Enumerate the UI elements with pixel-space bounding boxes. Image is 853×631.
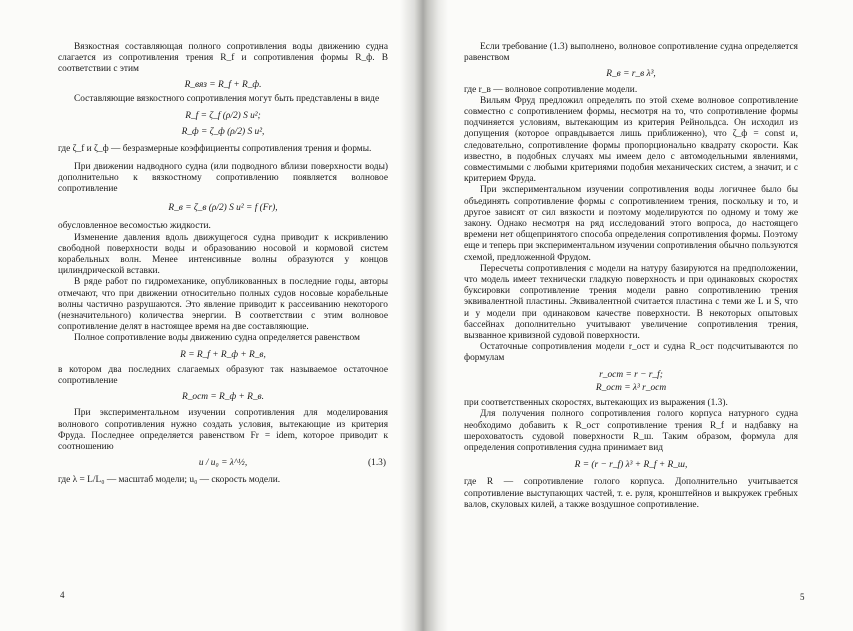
formula-numbered — [58, 458, 388, 469]
paragraph: Остаточные сопротивления модели r_ост и судна R_ост подсчитываются по формулам — [464, 342, 798, 364]
paragraph: Вильям Фруд предложил определять по этой схеме волновое сопротивление совместно с сопротивлением формы, несмотря на то, что сопротивление формы подчиняется условиям, вытекающим из критерия Рейнольдса. Он исходил из допущения (которое оправдывается лишь приближенно), что ζ_ф = const и, следовательно, сопротивление формы пропорционально квадрату скорости. Как известно, в подобных случаях мы имеем дело с автомодельными явлениями, совместимыми с любыми критериями подобия механических систем, а значит, и с критерием Фруда. — [464, 95, 798, 185]
formula: R_в = r_в λ³, — [606, 69, 656, 80]
formula: u / u₀ = λ^½, — [198, 458, 248, 469]
paragraph: обусловленное весомостью жидкости. — [58, 221, 211, 232]
formula: R_f = ζ_f (ρ/2) S u²; — [185, 111, 261, 122]
paragraph: Для получения полного сопротивления голого корпуса натурного судна необходимо добавить к R_ост сопротивление трения R_f и надбавку на шероховатость судовой поверхности R_ш. Таким образом, формула для определения сопротивления судна принимает вид — [464, 409, 798, 453]
paragraph: При экспериментальном изучении сопротивления воды логичнее было бы объединять сопротивление формы с сопротивлением трения, поскольку и то, и другое зависят от сил вязкости и поэтому моделируются по одному и тому же закону. Однако несмотря на ряд исследований этого вопроса, до настоящего времени нет общепринятого способа определения сопротивления формы. Поэтому еще и теперь при экспериментальном изучении сопротивления обычно пользуются схемой, предложенной Фрудом. — [464, 185, 798, 263]
paragraph: в котором два последних слагаемых образуют так называемое остаточное сопротивление — [58, 364, 388, 387]
paragraph: при соответственных скоростях, вытекающих из выражения (1.3). — [464, 398, 728, 409]
paragraph: Составляющие вязкостного сопротивления могут быть представлены в виде — [74, 93, 380, 104]
paragraph: Если требование (1.3) выполнено, волновое сопротивление судна определяется равенством — [464, 42, 798, 64]
paragraph: В ряде работ по гидромеханике, опубликованных в последние годы, авторы отмечают, что при движении относительно полных судов носовые корабельные волны частично разрушаются. Это явление приводит к рассеиванию некоторого (незначительного) количества энергии. В соответствии с этим волновое сопротивление делят в настоящее время на две составляющие. — [58, 277, 388, 333]
left-column — [58, 42, 388, 486]
formula: R_ф = ζ_ф (ρ/2) S u², — [181, 127, 265, 138]
formula: R = R_f + R_ф + R_в, — [180, 349, 266, 360]
page-number: 5 — [800, 592, 805, 602]
paragraph: где R — сопротивление голого корпуса. Дополнительно учитывается сопротивление выступающих частей, т. е. руля, кронштейнов и выкружек гребных валов, скуловых килей, а также воздушное сопротивление. — [464, 477, 798, 510]
paragraph: Пересчеты сопротивления с модели на натуру базируются на предположении, что модель имеет технически гладкую поверхность и при одинаковых скоростях буксировки сопротивление трения модели равно сопротивлению трения эквивалентной пластины. Эквивалентной считается пластина с теми же L и S, что и у модели при одинаковом качестве поверхности. В некоторых опытовых бассейнах дополнительно учитывают увеличение сопротивления трения, вызванное кривизной судовой поверхности. — [464, 263, 798, 342]
paragraph: При движении надводного судна (или подводного вблизи поверхности воды) дополнительно к вязкостному сопротивлению появляется волновое сопротивление — [58, 161, 388, 195]
formula: r_ост = r − r_f; — [599, 369, 663, 380]
paragraph: Вязкостная составляющая полного сопротивления воды движению судна слагается из сопротивления трения R_f и сопротивления формы R_ф. В соответствии с этим — [58, 42, 388, 75]
paragraph: где r_в — волновое сопротивление модели. — [464, 84, 638, 95]
formula: R_вяз = R_f + R_ф. — [184, 79, 262, 90]
equation-number: (1.3) — [368, 458, 386, 469]
formula: R_ост = R_ф + R_в. — [182, 392, 264, 403]
page-number: 4 — [60, 590, 65, 600]
book-spine-shadow — [400, 0, 448, 631]
paragraph: где λ = L/L₀ — масштаб модели; u₀ — скорость модели. — [58, 474, 281, 485]
paragraph: Полное сопротивление воды движению судна определяется равенством — [74, 333, 360, 344]
formula: R_ост = λ³ r_ост — [595, 382, 667, 393]
formula: R = (r − r_f) λ³ + R_f + R_ш, — [574, 460, 688, 471]
right-column — [464, 42, 798, 511]
formula: R_в = ζ_в (ρ/2) S u² = f (Fr), — [168, 203, 278, 214]
paragraph: Изменение давления вдоль движущегося судна приводит к искривлению свободной поверхности воды и образованию носовой и кормовой систем корабельных волн. Менее интенсивные волны образуются у концов цилиндрической вставки. — [58, 232, 388, 277]
paragraph: где ζ_f и ζ_ф — безразмерные коэффициенты сопротивления трения и формы. — [58, 144, 372, 155]
paragraph: При экспериментальном изучении сопротивления для моделирования волнового сопротивления нужно создать условия, вытекающие из критерия Фруда. Последнее определяется равенством Fr = idem, которое приводит к соотношению — [58, 408, 388, 453]
